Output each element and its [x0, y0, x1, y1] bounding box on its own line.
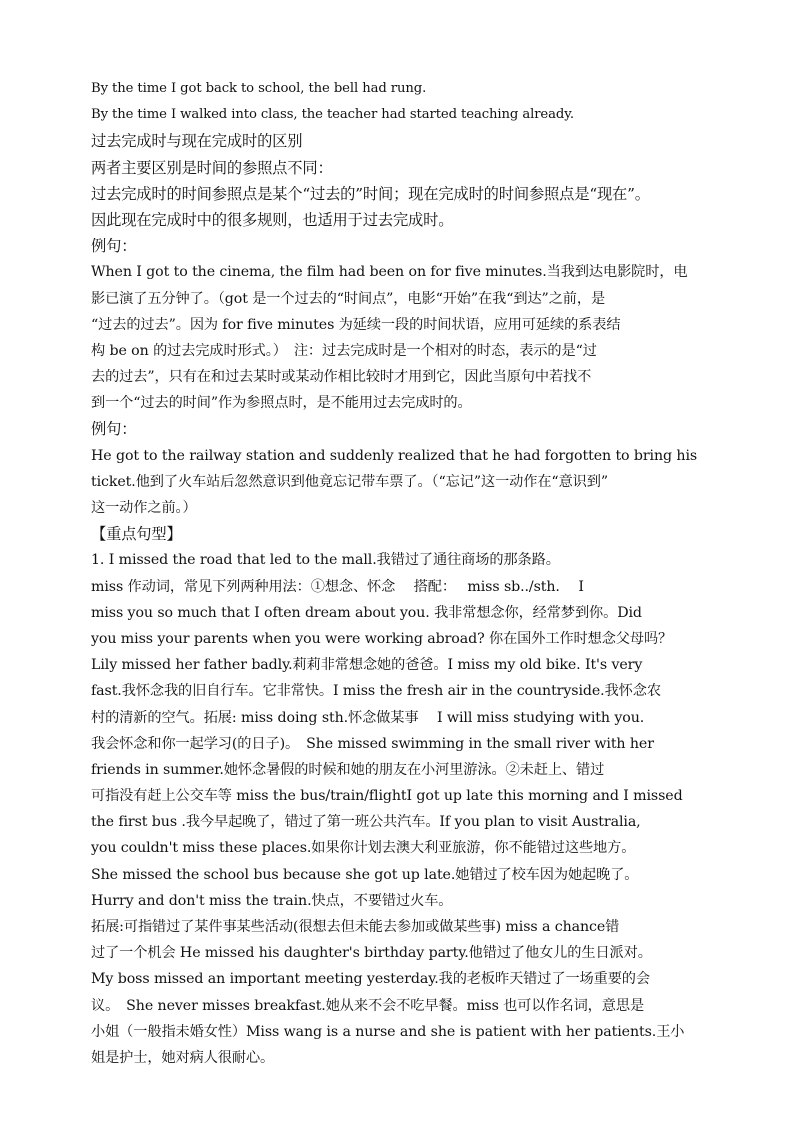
- example-label: 例句：: [91, 237, 137, 256]
- text-line: the first bus .我今早起晚了，错过了第一班公共汽车。If you plan to visit Australia,: [91, 814, 641, 831]
- section-heading: 过去完成时与现在完成时的区别: [91, 132, 303, 151]
- example-label: 例句：: [91, 420, 137, 439]
- text-line: ticket.他到了火车站后忽然意识到他竟忘记带车票了。（“忘记”这一动作在“意识到”: [91, 473, 609, 490]
- text-line: By the time I walked into class, the teacher had started teaching already.: [91, 107, 574, 123]
- text-line: 小姐（一般指未婚女性）Miss wang is a nurse and she is patient with her patients.王小: [91, 1023, 685, 1040]
- text-line: 这一动作之前。）: [91, 500, 197, 516]
- text-line: you couldn't miss these places.如果你计划去澳大利亚旅游，你不能错过这些地方。: [91, 840, 636, 857]
- text-line: 构 be on 的过去完成时形式。） 注：过去完成时是一个相对的时态，表示的是“过: [91, 342, 597, 359]
- text-line: 过了一个机会 He missed his daughter's birthday party.他错过了他女儿的生日派对。: [91, 945, 652, 962]
- text-line: 我会怀念和你一起学习(的日子)。 She missed swimming in the small river with her: [91, 735, 654, 752]
- text-line: 1. I missed the road that led to the mall.我错过了通往商场的那条路。: [91, 552, 560, 569]
- section-heading: 【重点句型】: [91, 525, 182, 544]
- text-line: “过去的过去”。因为 for five minutes 为延续一段的时间状语，应用可延续的系表结: [91, 316, 621, 333]
- text-line: 因此现在完成时中的很多规则，也适用于过去完成时。: [91, 210, 454, 229]
- text-line: She missed the school bus because she got up late.她错过了校车因为她起晚了。: [91, 866, 639, 883]
- text-line: He got to the railway station and suddenly realized that he had forgotten to bring his: [91, 447, 698, 464]
- text-line: 过去完成时的时间参照点是某个“过去的”时间；现在完成时的时间参照点是“现在”。: [91, 184, 650, 203]
- text-line: Lily missed her father badly.莉莉非常想念她的爸爸。I miss my old bike. It's very: [91, 657, 643, 674]
- text-line: 可指没有赶上公交车等 miss the bus/train/flightI got up late this morning and I missed: [91, 788, 683, 805]
- text-line: 姐是护士，她对病人很耐心。: [91, 1049, 275, 1066]
- document-body: [91, 76, 711, 1071]
- text-line: 到一个“过去的时间”作为参照点时，是不能用过去完成时的。: [91, 395, 472, 412]
- text-line: Hurry and don't miss the train.快点，不要错过火车。: [91, 892, 453, 909]
- text-line: 两者主要区别是时间的参照点不同：: [91, 158, 333, 177]
- text-line: 拓展:可指错过了某件事某些活动(很想去但未能去参加或做某些事) miss a chance错: [91, 919, 620, 935]
- text-line: 去的过去”，只有在和过去某时或某动作相比较时才用到它，因此当原句中若找不: [91, 369, 592, 386]
- text-line: fast.我怀念我的旧自行车。它非常快。I miss the fresh air in the countryside.我怀念农: [91, 683, 661, 700]
- text-line: 村的清新的空气。拓展: miss doing sth.怀念做某事 I will miss studying with you.: [91, 709, 645, 726]
- text-line: miss 作动词，常见下列两种用法：①想念、怀念 搭配： miss sb../sth. I: [91, 578, 584, 595]
- text-line: By the time I got back to school, the bell had rung.: [91, 81, 427, 96]
- text-line: friends in summer.她怀念暑假的时候和她的朋友在小河里游泳。②未赶上、错过: [91, 761, 605, 778]
- text-line: miss you so much that I often dream about you. 我非常想念你，经常梦到你。Did: [91, 604, 642, 621]
- text-line: When I got to the cinema, the film had been on for five minutes.当我到达电影院时，电: [91, 264, 688, 281]
- text-line: My boss missed an important meeting yesterday.我的老板昨天错过了一场重要的会: [91, 971, 650, 988]
- text-line: 影已演了五分钟了。（got 是一个过去的“时间点”，电影“开始”在我“到达”之前，是: [91, 290, 606, 307]
- text-line: 议。 She never misses breakfast.她从来不会不吃早餐。miss 也可以作名词，意思是: [91, 997, 645, 1014]
- text-line: you miss your parents when you were working abroad? 你在国外工作时想念父母吗？: [91, 630, 673, 647]
